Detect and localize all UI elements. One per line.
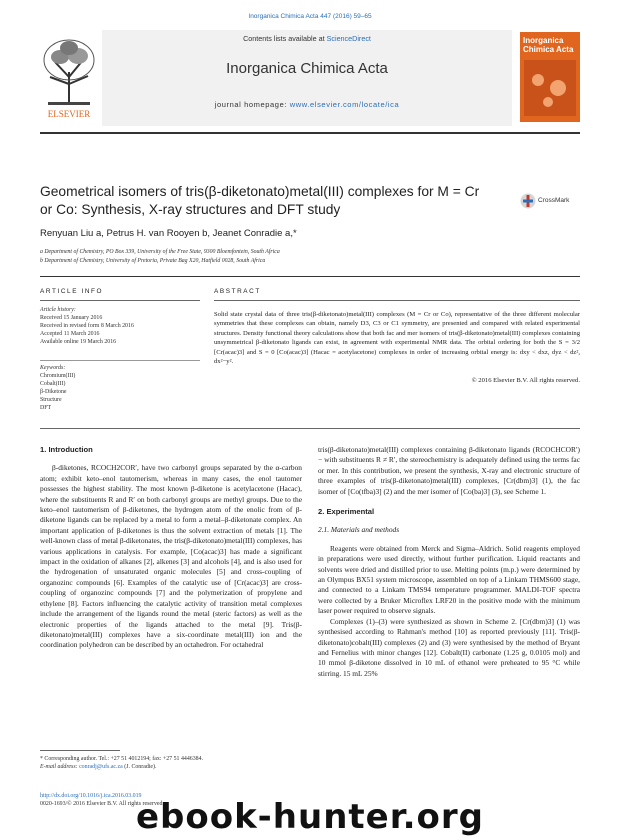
cover-title: Inorganica Chimica Acta xyxy=(523,36,574,54)
article-title: Geometrical isomers of tris(β-diketonato)metal(III) complexes for M = Cr or Co: Synthesis, X-ray structures and DFT study xyxy=(40,184,480,217)
keyword-item: Cobalt(III) xyxy=(40,381,66,387)
right-column xyxy=(318,445,580,679)
abstract-copyright: © 2016 Elsevier B.V. All rights reserved. xyxy=(471,377,580,384)
keyword-item: DFT xyxy=(40,405,52,411)
email-label: E-mail address: xyxy=(40,764,80,770)
abstract-heading: ABSTRACT xyxy=(214,288,261,295)
contents-prefix: Contents lists available at xyxy=(243,34,327,43)
keyword-item: β-Diketone xyxy=(40,389,67,395)
email-suffix: (J. Conradie). xyxy=(122,764,157,770)
header-rule xyxy=(40,132,580,134)
article-info-rule xyxy=(40,300,200,301)
corresponding-author: * Corresponding author. Tel.: +27 51 4012194; fax: +27 51 4446384. xyxy=(40,756,204,762)
experimental-heading: 2. Experimental xyxy=(318,507,375,517)
journal-banner xyxy=(102,30,512,126)
article-info-heading: ARTICLE INFO xyxy=(40,288,104,295)
materials-paragraph: Reagents were obtained from Merck and Sigma–Aldrich. Solid reagents employed in preparations were used directly, without further purification. Liquid reactants and solvents were dried and distilled prior to use. Melting points (m.p.) were determined by an Olympus BX51 system microscope, assembled on top of a Linkam THMS600 stage, and connected to a Linkam TMS94 temperature programmer. MALDI-TOF spectra were collected by a Bruker Microflex LRF20 in the positive mode with the minimum laser power required to observe signals. xyxy=(318,543,580,616)
homepage-link[interactable]: www.elsevier.com/locate/ica xyxy=(289,100,400,109)
affiliation-rule xyxy=(40,276,580,277)
homepage-line xyxy=(102,100,512,109)
abstract-rule xyxy=(214,300,580,301)
email-line xyxy=(40,763,300,771)
crossmark-label: CrossMark xyxy=(538,197,570,204)
introduction-paragraph: β-diketones, RCOCH2COR′, have two carbonyl groups separated by the α-carbon atom; exhibit keto–enol tautomerism, whereas in many cases, the enol tautomer possesses the highest stability. The most known β-diketone is acetylacetone (Hacac), where the substituents R and R′ on both carbonyl groups are methyl groups. Due to the keto–enol tautomerism of β-diketones, the hydrogen atom of the enolic from of β-diketone ligands can be replaced by a metal to form a metal–β-diketonate complex. An important application of β-diketones is thus the solvent extraction of metals [1]. The well-known class of metal β-diketonates, the tris(β-diketonato)metal(III) complexes, has various applications in catalysis. For example, [Co(acac)3] has made a significant impact in the oxidation of alkanes [2], alkenes [3] and alcohols [4], and is also used for the hydrogenation of unsaturated organic molecules [5] and cross-coupling of organozinc compounds [6]. Examples of the catalytic use of [Cr(acac)3] are cross-coupling of organozinc compounds [7] and the polymerization of propylene and ethylene [8]. Factors influencing the catalytic activity of transition metal complexes include the arrangement of the ligands round the metal (steric factors) as well as the electronic properties of the ligands attached to the metal [9]. Tris(β-diketonato)metal(III) complexes have a six-coordinate metal(III) ion and the coordination polyhedron can be described by an octahedron. For octahedral xyxy=(40,463,302,650)
abstract-bottom-rule xyxy=(40,428,580,429)
watermark: ebook-hunter.org xyxy=(135,797,485,837)
history-label: Article history: xyxy=(40,307,76,313)
affiliation-a: a Department of Chemistry, PO Box 339, University of the Free State, 9300 Bloemfontein, South Africa xyxy=(40,249,280,255)
homepage-prefix: journal homepage: xyxy=(214,100,290,109)
sciencedirect-link[interactable]: ScienceDirect xyxy=(326,34,371,43)
synthesis-paragraph: Complexes (1)–(3) were synthesized as shown in Scheme 2. [Cr(dbm)3] (1) was synthesised according to Rahman's method [10] as reported previously [11]. Tris(β-diketonato)cobalt(III) complexes (2) and (3) were synthesised by the method of Bryant and Fernelius with minor changes [12]. Cobalt(II) carbonate (1.25 g, 0.0105 mol) and 10 mmol β-diketone dissolved in 10 mL of ethanol were preheated to 95 °C while stirring. 15 mL 25% xyxy=(318,616,580,678)
crossmark-icon xyxy=(520,193,536,209)
keywords-label: Keywords: xyxy=(40,365,66,371)
journal-name: Inorganica Chimica Acta xyxy=(226,60,388,77)
keyword-item: Structure xyxy=(40,397,62,403)
materials-subheading: 2.1. Materials and methods xyxy=(318,525,400,535)
history-online: Available online 19 March 2016 xyxy=(40,339,117,345)
footnote-rule xyxy=(40,750,120,751)
email-link[interactable]: conradj@ufs.ac.za xyxy=(79,764,123,770)
left-column xyxy=(40,445,302,651)
crossmark-badge[interactable] xyxy=(520,193,580,211)
history-received: Received 15 January 2016 xyxy=(40,315,103,321)
doi-link[interactable]: http://dx.doi.org/10.1016/j.ica.2016.03.019 xyxy=(40,793,142,799)
keywords xyxy=(40,364,200,412)
journal-cover xyxy=(520,32,580,122)
article-history xyxy=(40,306,200,346)
running-head[interactable]: Inorganica Chimica Acta 447 (2016) 59–65 xyxy=(248,13,372,20)
authors: Renyuan Liu a, Petrus H. van Rooyen b, Jeanet Conradie a,* xyxy=(40,228,297,239)
contents-line xyxy=(102,34,512,43)
keyword-item: Chromium(III) xyxy=(40,373,76,379)
elsevier-logo xyxy=(40,32,98,122)
publisher-name: ELSEVIER xyxy=(47,109,91,119)
affiliation-b: b Department of Chemistry, University of Pretoria, Private Bag X20, Hatfield 0028, South Africa xyxy=(40,258,266,264)
footnote xyxy=(40,755,300,771)
abstract-text: Solid state crystal data of three tris(β-diketonato)metal(III) complexes (M = Cr or Co), representative of the three different molecular symmetries that these complexes can obtain, namely D3, C3 or C1 symmetry, are presented and compared with related experimental structures. Density functional theory calculations show that both fac and mer isomers of tris(β-diketonato)metal(III) complexes containing unsymmetrical β-diketonato ligands can exist, in agreement with experimental NMR data. The orbital ordering for both the S = 3/2 [Cr(acac)3] and S = 0 [Co(acac)3] (Hacac = acetylacetone) complexes in order of increasing orbital energy is: dxy < dxz, dyz < dz², dx²−y². xyxy=(214,311,580,366)
introduction-heading: 1. Introduction xyxy=(40,445,93,454)
keywords-rule xyxy=(40,360,200,361)
history-accepted: Accepted 11 March 2016 xyxy=(40,331,100,337)
intro-continuation: tris(β-diketonato)metal(III) complexes containing β-diketonato ligands (RCOCHCOR′)− with substituents R ≠ R′, the stereochemistry is adequately defined using the terms fac or mer. In this contribution, we present the synthesis, X-ray and electronic structure of three examples of tris(β-diketonato)metal(III) complexes, [Cr(dbm)3] (1), the fac isomer of [Co(tfba)3] (2) and the mer isomer of [Co(ba)3] (3), see Scheme 1. xyxy=(318,445,580,496)
issn-line: 0020-1693/© 2016 Elsevier B.V. All rights reserved. xyxy=(40,801,164,807)
history-revised: Received in revised form 8 March 2016 xyxy=(40,323,134,329)
